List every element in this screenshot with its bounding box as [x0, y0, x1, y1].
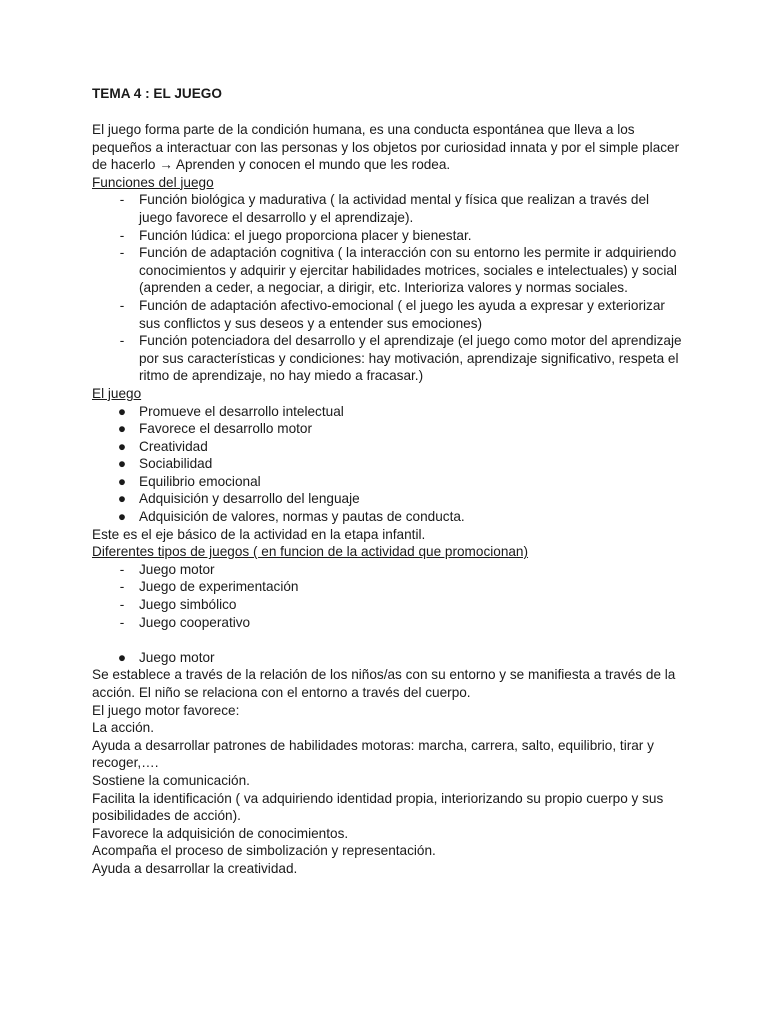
el-juego-closing: Este es el eje básico de la actividad en la etapa infantil. — [92, 526, 426, 542]
dash-marker: - — [119, 579, 125, 595]
list-item-text: Función de adaptación cognitiva ( la interacción con su entorno les permite ir adquiriendo conocimientos y adquirir y ejercitar habilidades motrices, sociales e intelectuales) y social (aprenden a ceder, a negociar, a dirigir, etc. Interioriza valores y normas sociales. — [139, 245, 677, 296]
heading-funciones: Funciones del juego — [92, 174, 214, 190]
bullet-marker: ● — [117, 649, 127, 665]
paragraph-line: Acompaña el proceso de simbolización y representación. — [92, 843, 436, 859]
juego-motor-section-list — [92, 649, 682, 667]
list-item-text: Adquisición y desarrollo del lenguaje — [139, 491, 360, 507]
heading-tipos: Diferentes tipos de juegos ( en funcion de la actividad que promocionan) — [92, 544, 529, 560]
spacer — [92, 631, 682, 649]
section-bullet-text: Juego motor — [139, 649, 215, 665]
list-item-text: Juego simbólico — [139, 597, 237, 613]
list-item — [92, 191, 682, 226]
dash-marker: - — [119, 297, 125, 313]
dash-marker: - — [119, 245, 125, 261]
list-item-text: Sociabilidad — [139, 456, 213, 472]
paragraph-line: Ayuda a desarrollar la creatividad. — [92, 860, 298, 876]
list-item — [92, 614, 682, 632]
section-bullet — [92, 649, 682, 667]
bullet-marker: ● — [117, 403, 127, 419]
dash-marker: - — [119, 561, 125, 577]
paragraph-line: Facilita la identificación ( va adquiriendo identidad propia, interiorizando su propio cuerpo y sus posibilidades de acción). — [92, 790, 664, 824]
list-item — [92, 578, 682, 596]
list-item-text: Adquisición de valores, normas y pautas de conducta. — [139, 509, 465, 525]
spacer — [92, 105, 682, 121]
el-juego-list — [92, 403, 682, 526]
bullet-marker: ● — [117, 491, 127, 507]
list-item-text: Promueve el desarrollo intelectual — [139, 403, 344, 419]
dash-marker: - — [119, 333, 125, 349]
dash-marker: - — [119, 192, 125, 208]
list-item — [92, 420, 682, 438]
bullet-marker: ● — [117, 438, 127, 454]
dash-marker: - — [119, 597, 125, 613]
list-item-text: Función potenciadora del desarrollo y el aprendizaje (el juego como motor del aprendizaje por sus características y condiciones: hay motivación, aprendizaje significativo, respeta el ritmo de aprendizaje, no hay miedo a fracasar.) — [139, 333, 682, 384]
list-item-text: Función biológica y madurativa ( la actividad mental y física que realizan a través del juego favorece el desarrollo y el aprendizaje). — [139, 192, 650, 225]
dash-marker: - — [119, 614, 125, 630]
paragraph-line: El juego motor favorece: — [92, 702, 240, 718]
paragraph-line: Ayuda a desarrollar patrones de habilidades motoras: marcha, carrera, salto, equilibrio, tirar y recoger,…. — [92, 737, 654, 771]
list-item — [92, 490, 682, 508]
list-item — [92, 455, 682, 473]
list-item — [92, 561, 682, 579]
list-item — [92, 297, 682, 332]
list-item-text: Juego cooperativo — [139, 614, 251, 630]
intro-paragraph: El juego forma parte de la condición humana, es una conducta espontánea que lleva a los pequeños a interactuar con las personas y los objetos por curiosidad innata y por el simple placer de hacerlo → Aprenden y conocen el mundo que les rodea. — [92, 122, 680, 173]
bullet-marker: ● — [117, 509, 127, 525]
list-item — [92, 403, 682, 421]
list-item — [92, 227, 682, 245]
paragraph-line: Se establece a través de la relación de los niños/as con su entorno y se manifiesta a través de la acción. El niño se relaciona con el entorno a través del cuerpo. — [92, 667, 676, 700]
dash-marker: - — [119, 227, 125, 243]
list-item — [92, 244, 682, 297]
list-item-text: Juego de experimentación — [139, 579, 299, 595]
list-item-text: Equilibrio emocional — [139, 473, 261, 489]
list-item — [92, 508, 682, 526]
list-item-text: Creatividad — [139, 438, 208, 454]
list-item — [92, 596, 682, 614]
paragraph-line: Sostiene la comunicación. — [92, 772, 250, 788]
tipos-list — [92, 561, 682, 631]
list-item — [92, 438, 682, 456]
list-item-text: Función lúdica: el juego proporciona placer y bienestar. — [139, 227, 472, 243]
bullet-marker: ● — [117, 456, 127, 472]
document-page — [92, 85, 682, 878]
list-item-text: Función de adaptación afectivo-emocional ( el juego les ayuda a expresar y exteriorizar sus conflictos y sus deseos y a entender sus emociones) — [139, 297, 665, 331]
list-item — [92, 473, 682, 491]
document-title: TEMA 4 : EL JUEGO — [92, 86, 222, 101]
list-item — [92, 332, 682, 385]
bullet-marker: ● — [117, 421, 127, 437]
list-item-text: Favorece el desarrollo motor — [139, 421, 313, 437]
paragraph-line: La acción. — [92, 720, 154, 736]
paragraph-line: Favorece la adquisición de conocimientos. — [92, 825, 349, 841]
funciones-list — [92, 191, 682, 385]
bullet-marker: ● — [117, 473, 127, 489]
heading-el-juego: El juego — [92, 385, 142, 401]
list-item-text: Juego motor — [139, 561, 215, 577]
